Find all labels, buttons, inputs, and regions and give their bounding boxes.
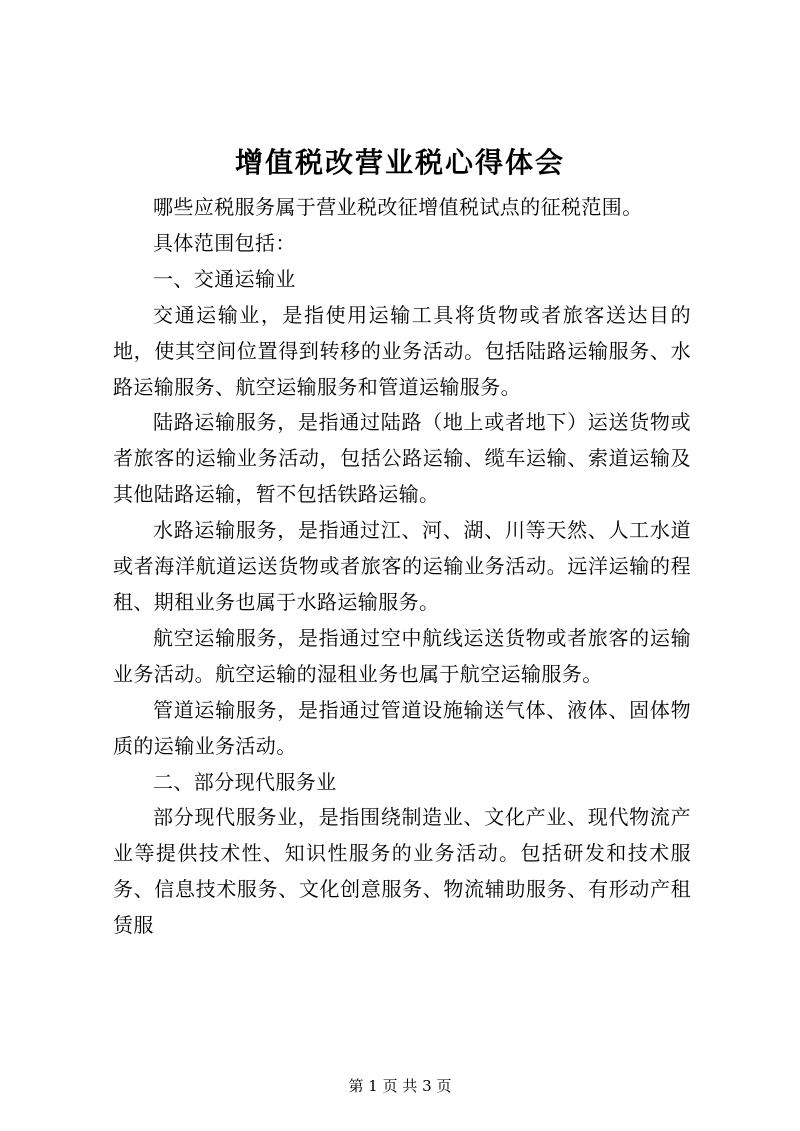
document-body [113, 190, 691, 944]
section-heading-transport: 一、交通运输业 [153, 266, 296, 291]
paragraph-water-transport: 水路运输服务，是指通过江、河、湖、川等天然、人工水道或者海洋航道运送货物或者旅客的运输业务活动。远洋运输的程租、期租业务也属于水路运输服务。 [113, 518, 691, 614]
paragraph-land-transport: 陆路运输服务，是指通过陆路（地上或者地下）运送货物或者旅客的运输业务活动，包括公路运输、缆车运输、索道运输及其他陆路运输，暂不包括铁路运输。 [113, 410, 691, 507]
paragraph-air-transport: 航空运输服务，是指通过空中航线运送货物或者旅客的运输业务活动。航空运输的湿租业务也属于航空运输服务。 [113, 625, 691, 686]
section-heading-modern-services: 二、部分现代服务业 [153, 769, 337, 794]
paragraph-transport-definition: 交通运输业，是指使用运输工具将货物或者旅客送达目的地，使其空间位置得到转移的业务活动。包括陆路运输服务、水路运输服务、航空运输服务和管道运输服务。 [113, 302, 691, 399]
paragraph-intro: 哪些应税服务属于营业税改征增值税试点的征税范围。 [153, 195, 643, 219]
page-footer: 第 1 页 共 3 页 [348, 1077, 452, 1095]
document-title: 增值税改营业税心得体会 [234, 146, 565, 179]
paragraph-modern-services: 部分现代服务业，是指围绕制造业、文化产业、现代物流产业等提供技术性、知识性服务的业务活动。包括研发和技术服务、信息技术服务、文化创意服务、物流辅助服务、有形动产租赁服 [113, 805, 691, 938]
paragraph-pipeline-transport: 管道运输服务，是指通过管道设施输送气体、液体、固体物质的运输业务活动。 [113, 697, 691, 758]
paragraph-scope: 具体范围包括： [153, 230, 296, 255]
